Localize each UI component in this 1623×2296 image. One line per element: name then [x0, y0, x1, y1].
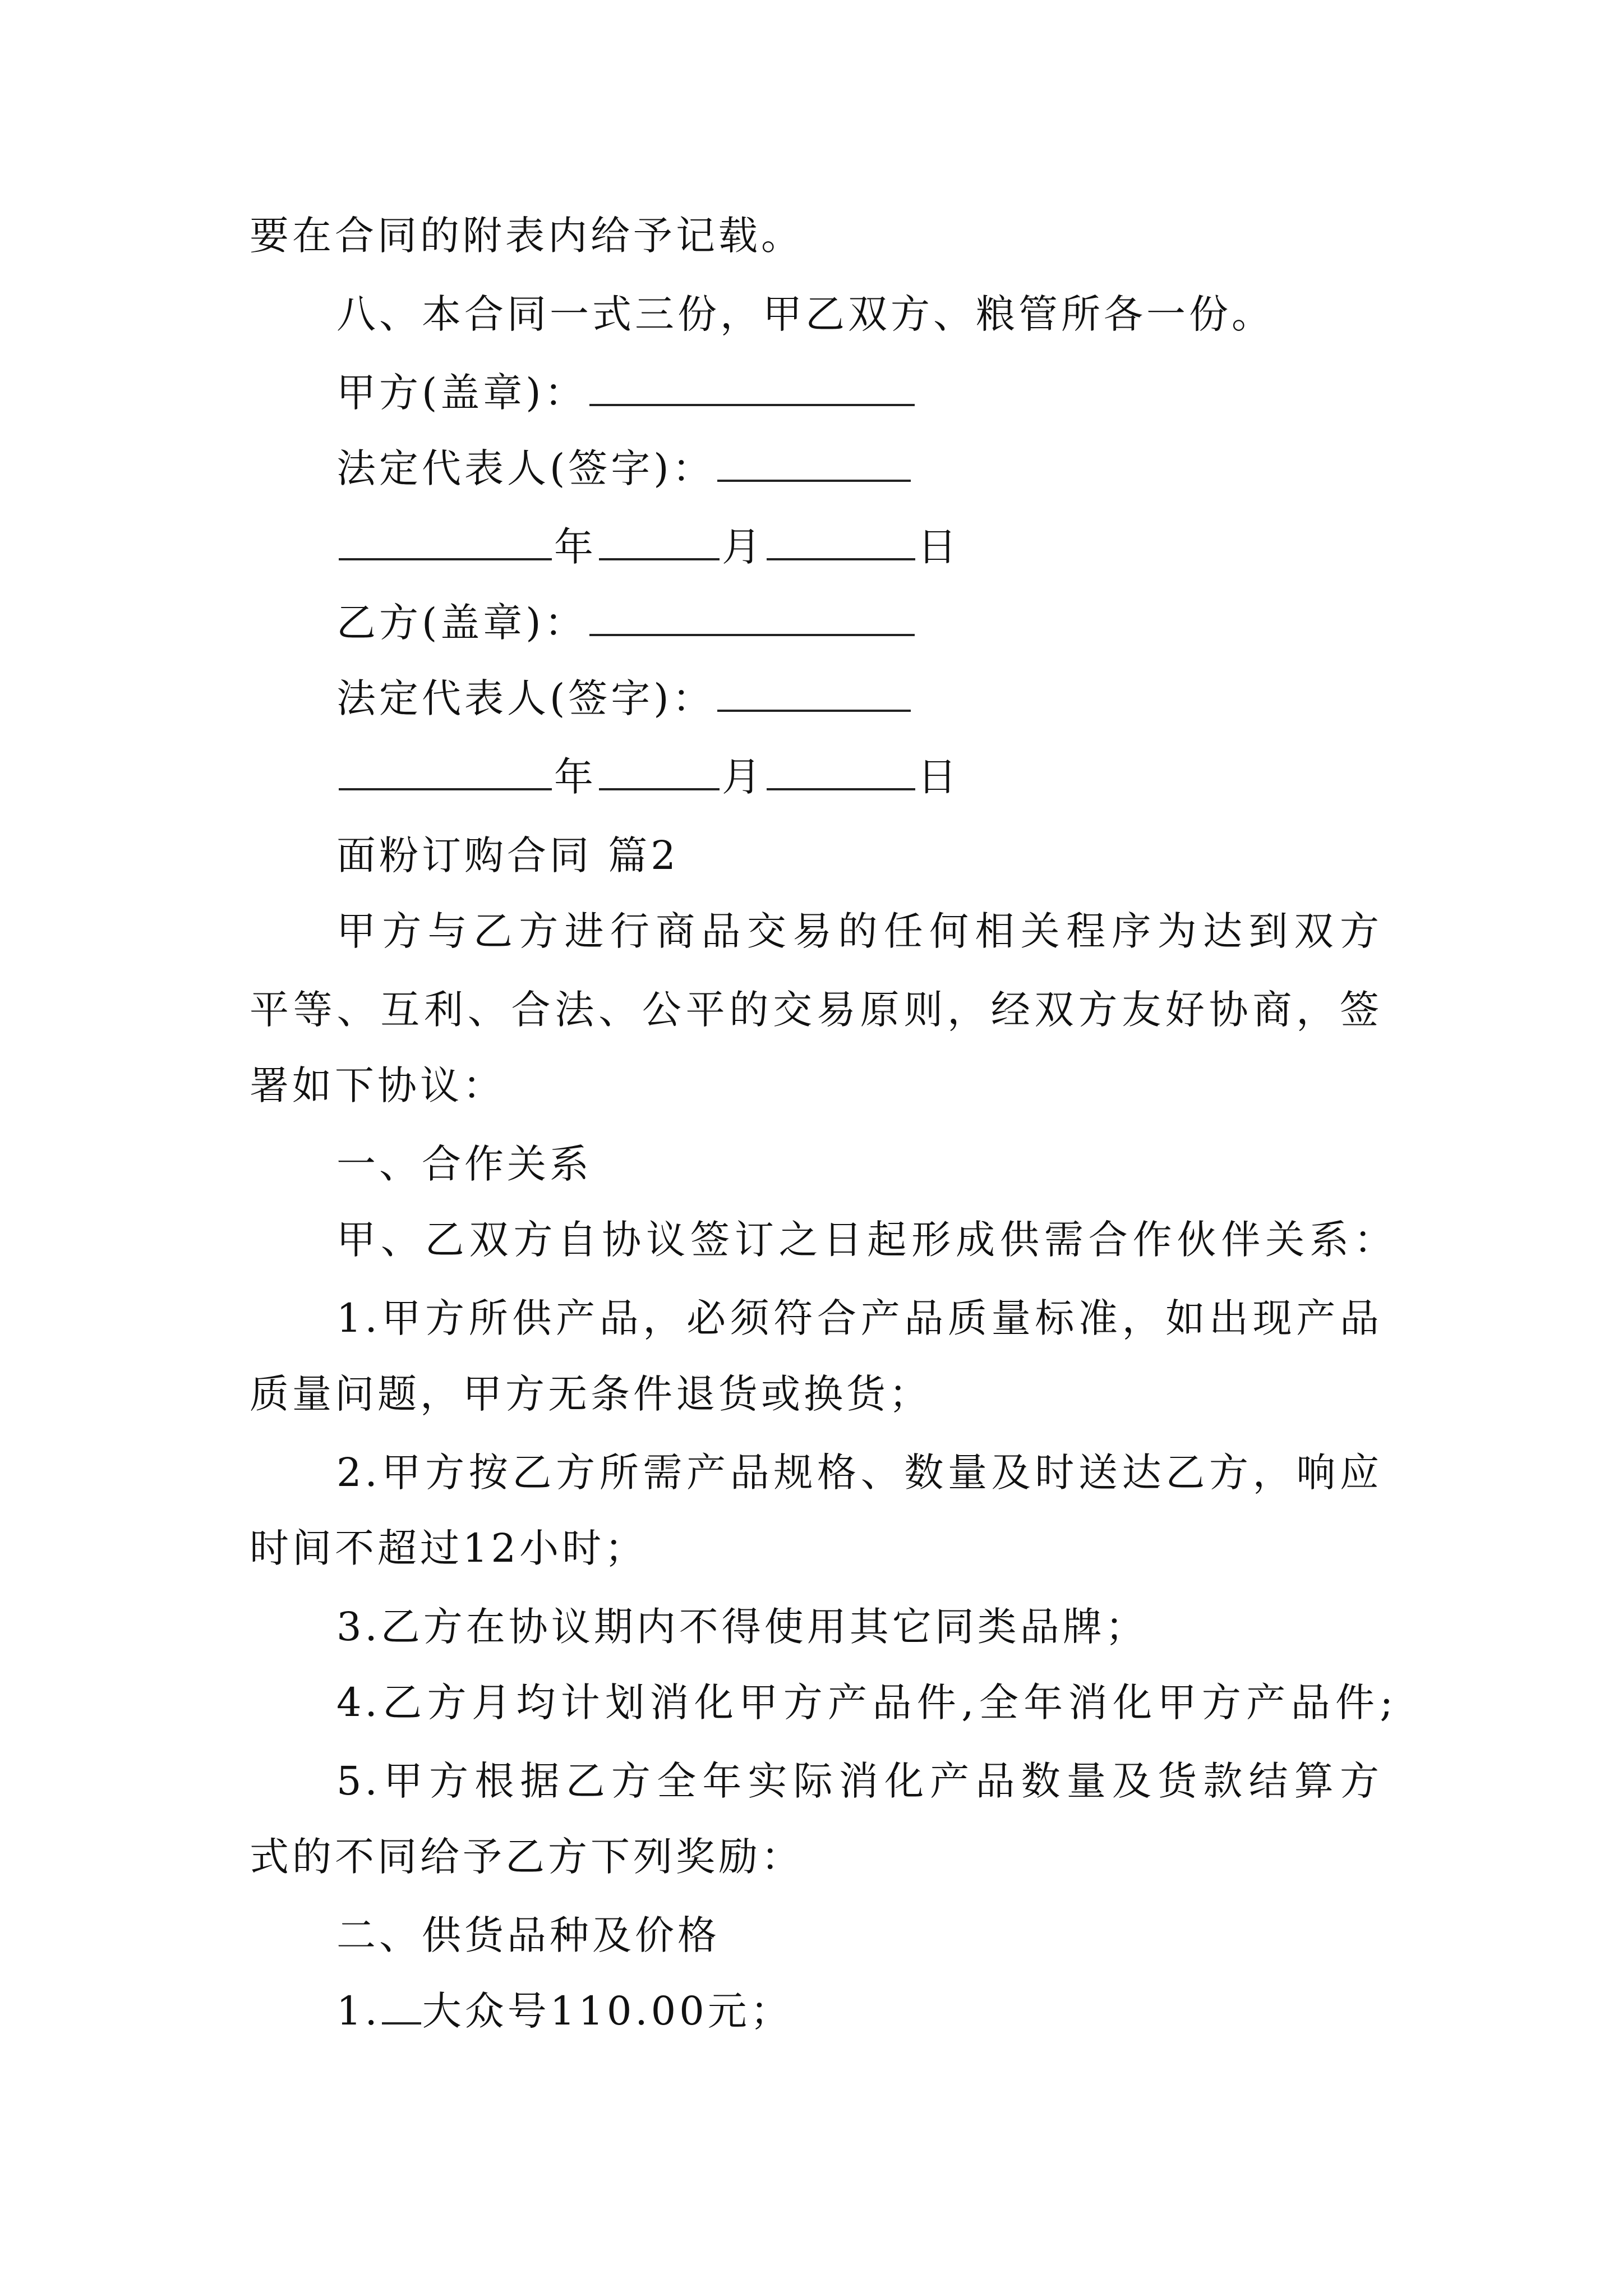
list-item-text: 5.甲方根据乙方全年实际消化产品数量及货款结算方: [336, 1758, 1382, 1804]
list-item: [336, 1674, 1396, 1731]
year-label: 年: [554, 524, 597, 570]
paragraph-line: [250, 982, 1382, 1038]
year-blank: [339, 749, 552, 790]
day-blank: [767, 519, 915, 560]
signature-blank: [717, 670, 911, 712]
party-a-seal-label: 甲方(盖章)：: [336, 370, 587, 416]
heading: 二、供货品种及价格: [336, 1912, 720, 1958]
party-b-seal-label: 乙方(盖章)：: [336, 600, 587, 646]
paragraph-line: [336, 903, 1382, 959]
list-item-continuation: 式的不同给予乙方下列奖励：: [250, 1834, 804, 1880]
party-a-seal-line: [336, 365, 1469, 421]
month-label: 月: [722, 524, 764, 570]
signature-blank: [717, 440, 911, 482]
party-b-seal-line: [336, 595, 1469, 651]
party-a-date-line: [336, 519, 1469, 575]
paragraph-text: 甲方与乙方进行商品交易的任何相关程序为达到双方: [336, 908, 1382, 954]
list-item: [336, 1444, 1382, 1501]
list-item-continuation: 时间不超过12小时；: [250, 1525, 648, 1571]
party-a-rep-line: [336, 440, 1469, 496]
list-item-text: 1.甲方所供产品，必须符合产品质量标准，如出现产品: [336, 1295, 1382, 1341]
month-blank: [599, 519, 720, 560]
party-b-date-line: [336, 749, 1469, 805]
list-item: [336, 1753, 1382, 1809]
list-item-text: 4.乙方月均计划消化甲方产品件,全年消化甲方产品件;: [336, 1680, 1396, 1726]
paragraph-line: 署如下协议：: [250, 1062, 505, 1108]
paragraph-line: [336, 1212, 1396, 1268]
signature-blank: [589, 595, 915, 636]
text-line: 八、本合同一式三份，甲乙双方、粮管所各一份。: [336, 291, 1274, 337]
paragraph-text: 甲、乙双方自协议签订之日起形成供需合作伙伴关系：: [336, 1217, 1396, 1263]
month-label: 月: [722, 754, 764, 800]
party-b-rep-label: 法定代表人(签字)：: [336, 675, 715, 721]
list-item: 3.乙方在协议期内不得使用其它同类品牌；: [336, 1604, 1148, 1650]
price-item-number: 1.: [336, 1988, 381, 2034]
section-title: 面粉订购合同 篇2: [336, 832, 679, 878]
year-label: 年: [554, 754, 597, 800]
party-b-rep-line: [336, 670, 1469, 726]
price-item-text: 大众号110.00元；: [422, 1988, 793, 2034]
list-item-text: 2.甲方按乙方所需产品规格、数量及时送达乙方，响应: [336, 1450, 1382, 1496]
signature-blank: [589, 365, 915, 406]
paragraph-text: 平等、互利、合法、公平的交易原则，经双方友好协商，签: [250, 987, 1382, 1033]
day-label: 日: [917, 754, 960, 800]
heading: 一、合作关系: [336, 1141, 592, 1187]
day-blank: [767, 749, 915, 790]
text-line: 要在合同的附表内给予记载。: [250, 213, 804, 259]
price-item: [336, 1983, 1469, 2039]
day-label: 日: [917, 524, 960, 570]
list-item: [336, 1290, 1382, 1346]
party-a-rep-label: 法定代表人(签字)：: [336, 445, 715, 491]
year-blank: [339, 519, 552, 560]
list-item-continuation: 质量问题，甲方无条件退货或换货；: [250, 1371, 932, 1417]
price-blank: [382, 1983, 421, 2024]
month-blank: [599, 749, 720, 790]
